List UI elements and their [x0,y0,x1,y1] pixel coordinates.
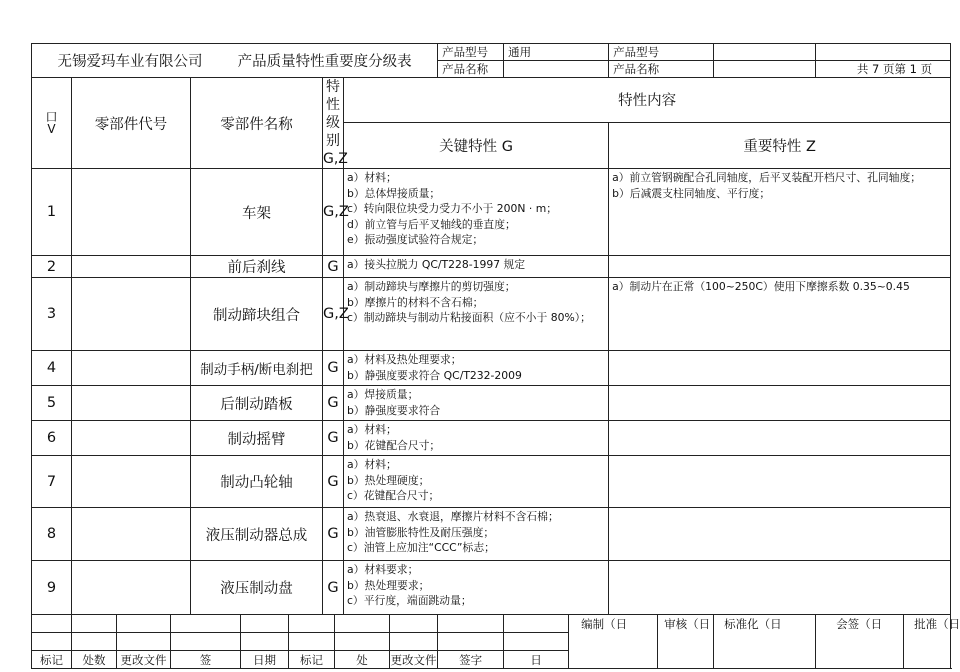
label-change-doc-2: 更改文件 [390,652,437,667]
grading-table [31,43,960,669]
important-characteristics-cell [609,386,951,421]
product-name-label-2: 产品名称 [609,61,714,78]
header-blank [816,44,951,61]
table-row [32,256,951,278]
page-info: 共 7 页第 1 页 [816,61,951,78]
level-cell: G [323,456,344,508]
document-title: 产品质量特性重要度分级表 [237,54,412,70]
part-code-header: 零部件代号 [72,78,191,169]
part-code-cell [72,256,191,278]
important-characteristics-cell [609,561,951,615]
content-header: 特性内容 [344,78,951,123]
revision-row-blank [32,615,951,633]
important-characteristics-cell [609,351,951,386]
part-code-cell [72,278,191,351]
level-cell: G [323,508,344,561]
company-name: 无锡爱玛车业有限公司 [57,54,203,70]
part-name-cell: 制动蹄块组合 [191,278,323,351]
table-row [32,508,951,561]
important-characteristics-cell [609,456,951,508]
part-code-cell [72,508,191,561]
product-name-value [504,61,609,78]
part-code-cell [72,421,191,456]
row-number: 1 [32,169,72,256]
quality-grading-sheet [31,43,960,669]
key-characteristics-cell: a）制动蹄块与摩擦片的剪切强度； b）摩擦片的材料不含石棉； c）制动蹄块与制动片粘接面积（应不小于 80%）； [344,278,609,351]
table-row [32,421,951,456]
row-number: 7 [32,456,72,508]
header-title-cell [32,44,438,78]
product-model-value: 通用 [504,44,609,61]
part-code-cell [72,386,191,421]
part-code-cell [72,561,191,615]
label-count-2: 处 [335,651,390,669]
important-characteristics-cell [609,508,951,561]
part-name-cell: 液压制动器总成 [191,508,323,561]
row-number: 6 [32,421,72,456]
label-date-2: 日 [504,651,569,669]
important-characteristics-cell: a）制动片在正常（100~250C）使用下摩擦系数 0.35~0.45 [609,278,951,351]
level-cell: G [323,421,344,456]
table-row [32,456,951,508]
part-code-cell [72,351,191,386]
key-characteristics-cell: a）材料及热处理要求； b）静强度要求符合 QC/T232-2009 [344,351,609,386]
level-cell: G,Z [323,169,344,256]
product-name-label: 产品名称 [438,61,504,78]
signoff-countersign: 会签（日 [816,615,904,669]
product-model-label-2: 产品型号 [609,44,714,61]
product-model-label: 产品型号 [438,44,504,61]
table-row [32,561,951,615]
label-change-doc: 更改文件 [117,651,171,669]
level-cell: G [323,386,344,421]
product-name-value-2 [714,61,816,78]
row-number: 2 [32,256,72,278]
signoff-review: 审核（日 [658,615,714,669]
row-number: 4 [32,351,72,386]
signoff-approve: 批准（日 [904,615,951,669]
level-header: 特性 级别 G,Z [323,79,348,167]
level-cell: G [323,561,344,615]
table-row [32,351,951,386]
key-characteristics-cell: a）材料； b）花键配合尺寸； [344,421,609,456]
key-characteristics-cell: a）接头拉脱力 QC/T228-1997 规定 [344,256,609,278]
row-number: 5 [32,386,72,421]
table-row [32,278,951,351]
key-characteristic-header: 关键特性 G [344,122,609,168]
key-characteristics-cell: a）材料要求； b）热处理要求； c）平行度，端面跳动量； [344,561,609,615]
key-characteristics-cell: a）热衰退、水衰退，摩擦片材料不含石棉； b）油管膨胀特性及耐压强度； c）油管上应加注“CCC”标志； [344,508,609,561]
important-characteristics-cell [609,421,951,456]
label-mark: 标记 [32,651,72,669]
label-sign: 签 [171,651,241,669]
label-count: 处数 [72,651,117,669]
important-characteristic-header: 重要特性 Z [609,122,951,168]
row-number: 3 [32,278,72,351]
label-mark-2: 标记 [289,651,335,669]
signoff-prepare: 编制（日 [569,615,658,669]
key-characteristics-cell: a）材料； b）总体焊接质量； c）转向限位块受力受力不小于 200N · m； d）前立管与后平叉轴线的垂直度； e）振动强度试验符合规定； [344,169,609,256]
key-characteristics-cell: a）材料； b）热处理硬度； c）花键配合尺寸； [344,456,609,508]
key-characteristics-cell: a）焊接质量； b）静强度要求符合 [344,386,609,421]
table-row [32,169,951,256]
index-column-header: 口 V [32,78,72,169]
important-characteristics-cell: a）前立管钢碗配合孔同轴度，后平叉装配开档尺寸、孔同轴度； b）后减震支柱同轴度、平行度； [609,169,951,256]
part-name-cell: 制动摇臂 [191,421,323,456]
product-model-value-2 [714,44,816,61]
level-cell: G [323,256,344,278]
part-name-header: 零部件名称 [191,78,323,169]
part-name-cell: 制动凸轮轴 [191,456,323,508]
row-number: 8 [32,508,72,561]
part-name-cell: 车架 [191,169,323,256]
important-characteristics-cell [609,256,951,278]
label-signature: 签字 [438,651,504,669]
level-cell: G [323,351,344,386]
level-cell: G,Z [323,278,344,351]
row-number: 9 [32,561,72,615]
label-date: 日期 [241,651,289,669]
part-code-cell [72,169,191,256]
part-name-cell: 液压制动盘 [191,561,323,615]
part-name-cell: 制动手柄/断电刹把 [191,351,323,386]
table-row [32,386,951,421]
signoff-standardize: 标准化（日 [714,615,816,669]
part-code-cell [72,456,191,508]
part-name-cell: 前后刹线 [191,256,323,278]
part-name-cell: 后制动踏板 [191,386,323,421]
